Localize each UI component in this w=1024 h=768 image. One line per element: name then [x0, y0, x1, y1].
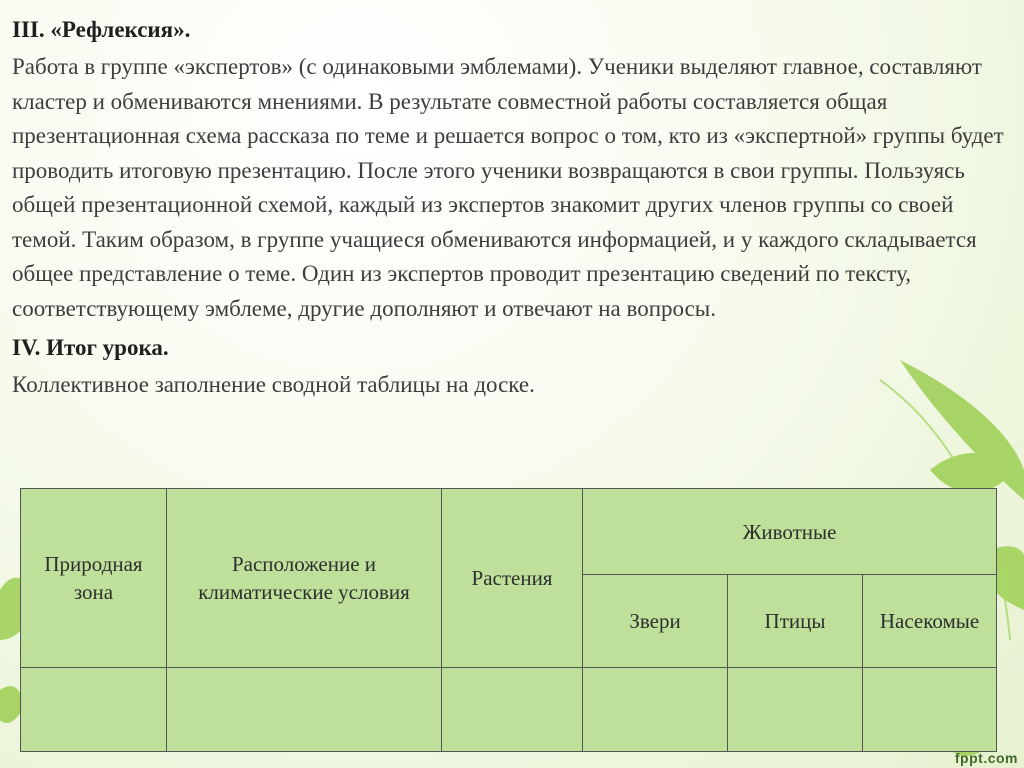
header-animals: Животные [583, 489, 997, 575]
leaf-shape [0, 686, 22, 723]
header-insects: Насекомые [863, 575, 997, 668]
table-cell [728, 668, 863, 752]
section-heading-reflection: III. «Рефлексия». [12, 17, 191, 42]
table-cell [167, 668, 442, 752]
table-row [21, 668, 997, 752]
table-cell [442, 668, 583, 752]
header-beasts: Звери [583, 575, 728, 668]
header-birds: Птицы [728, 575, 863, 668]
header-plants: Растения [442, 489, 583, 668]
summary-table [20, 488, 997, 752]
header-location-climate: Расположение и климатические условия [167, 489, 442, 668]
table-cell [583, 668, 728, 752]
header-natural-zone: Природная зона [21, 489, 167, 668]
slide-body [12, 14, 1012, 402]
section-heading-summary: IV. Итог урока. [12, 335, 169, 360]
reflection-paragraph: Работа в группе «экспертов» (с одинаковыми эмблемами). Ученики выделяют главное, составляют кластер и обмениваются мнениями. В результате совместной работы составляется общая презентационная схема рассказа по теме и решается вопрос о том, кто из «экспертной» группы будет проводить итоговую презентацию. После этого ученики возвращаются в свои группы. Пользуясь общей презентационной схемой, каждый из экспертов знакомит других членов группы со своей темой. Таким образом, в группе учащиеся обмениваются информацией, и у каждого складывается общее представление о теме. Один из экспертов проводит презентацию сведений по тексту, соответствующему эмблеме, другие дополняют и отвечают на вопросы. [12, 54, 1004, 321]
table-cell [21, 668, 167, 752]
summary-paragraph: Коллективное заполнение сводной таблицы на доске. [12, 372, 535, 397]
watermark: fppt.com [954, 750, 1018, 766]
table-cell [863, 668, 997, 752]
